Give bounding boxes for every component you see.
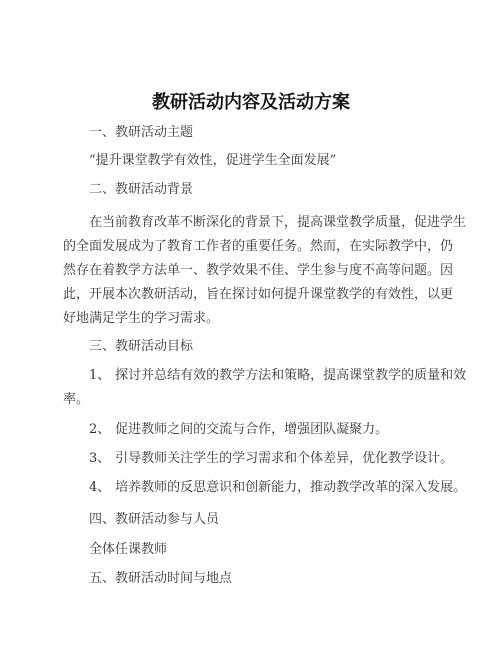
section-3-heading: 三、教研活动目标 <box>89 339 194 354</box>
document-title: 教研活动内容及活动方案 <box>152 92 350 113</box>
section-4-text: 全体任课教师 <box>89 542 168 557</box>
paragraph-line: 好地满足学生的学习需求。 <box>63 311 220 326</box>
list-number: 1、 <box>89 368 111 383</box>
list-number: 3、 <box>89 451 111 466</box>
list-item <box>63 364 467 412</box>
list-item <box>89 476 467 500</box>
list-item-text: 探讨并总结有效的教学方法和策略，提高课堂教学的质量和效 <box>115 368 467 383</box>
section-1-text: “提升课堂教学有效性，促进学生全面发展” <box>89 153 337 168</box>
list-number: 2、 <box>89 422 111 437</box>
section-5-heading: 五、教研活动时间与地点 <box>89 571 233 586</box>
list-item-text: 率。 <box>63 392 90 407</box>
list-item <box>89 447 454 471</box>
section-4-heading: 四、教研活动参与人员 <box>89 512 220 527</box>
list-item-text: 促进教师之间的交流与合作，增强团队凝聚力。 <box>115 422 389 437</box>
paragraph-line: 的全面发展成为了教育工作者的重要任务。然而，在实际教学中，仍 <box>63 239 454 254</box>
section-1-heading: 一、教研活动主题 <box>89 125 194 140</box>
list-item-text: 引导教师关注学生的学习需求和个体差异，优化教学设计。 <box>115 451 454 466</box>
list-number: 4、 <box>89 480 111 495</box>
list-item-text: 培养教师的反思意识和创新能力，推动教学改革的深入发展。 <box>115 480 467 495</box>
paragraph-line: 此，开展本次教研活动，旨在探讨如何提升课堂教学的有效性，以更 <box>63 287 454 302</box>
section-2-paragraph <box>63 211 467 331</box>
paragraph-line: 然存在着教学方法单一、教学效果不佳、学生参与度不高等问题。因 <box>63 263 454 278</box>
section-2-heading: 二、教研活动背景 <box>89 182 194 197</box>
list-item <box>89 418 424 442</box>
paragraph-line: 在当前教育改革不断深化的背景下，提高课堂教学质量，促进学生 <box>89 215 467 230</box>
